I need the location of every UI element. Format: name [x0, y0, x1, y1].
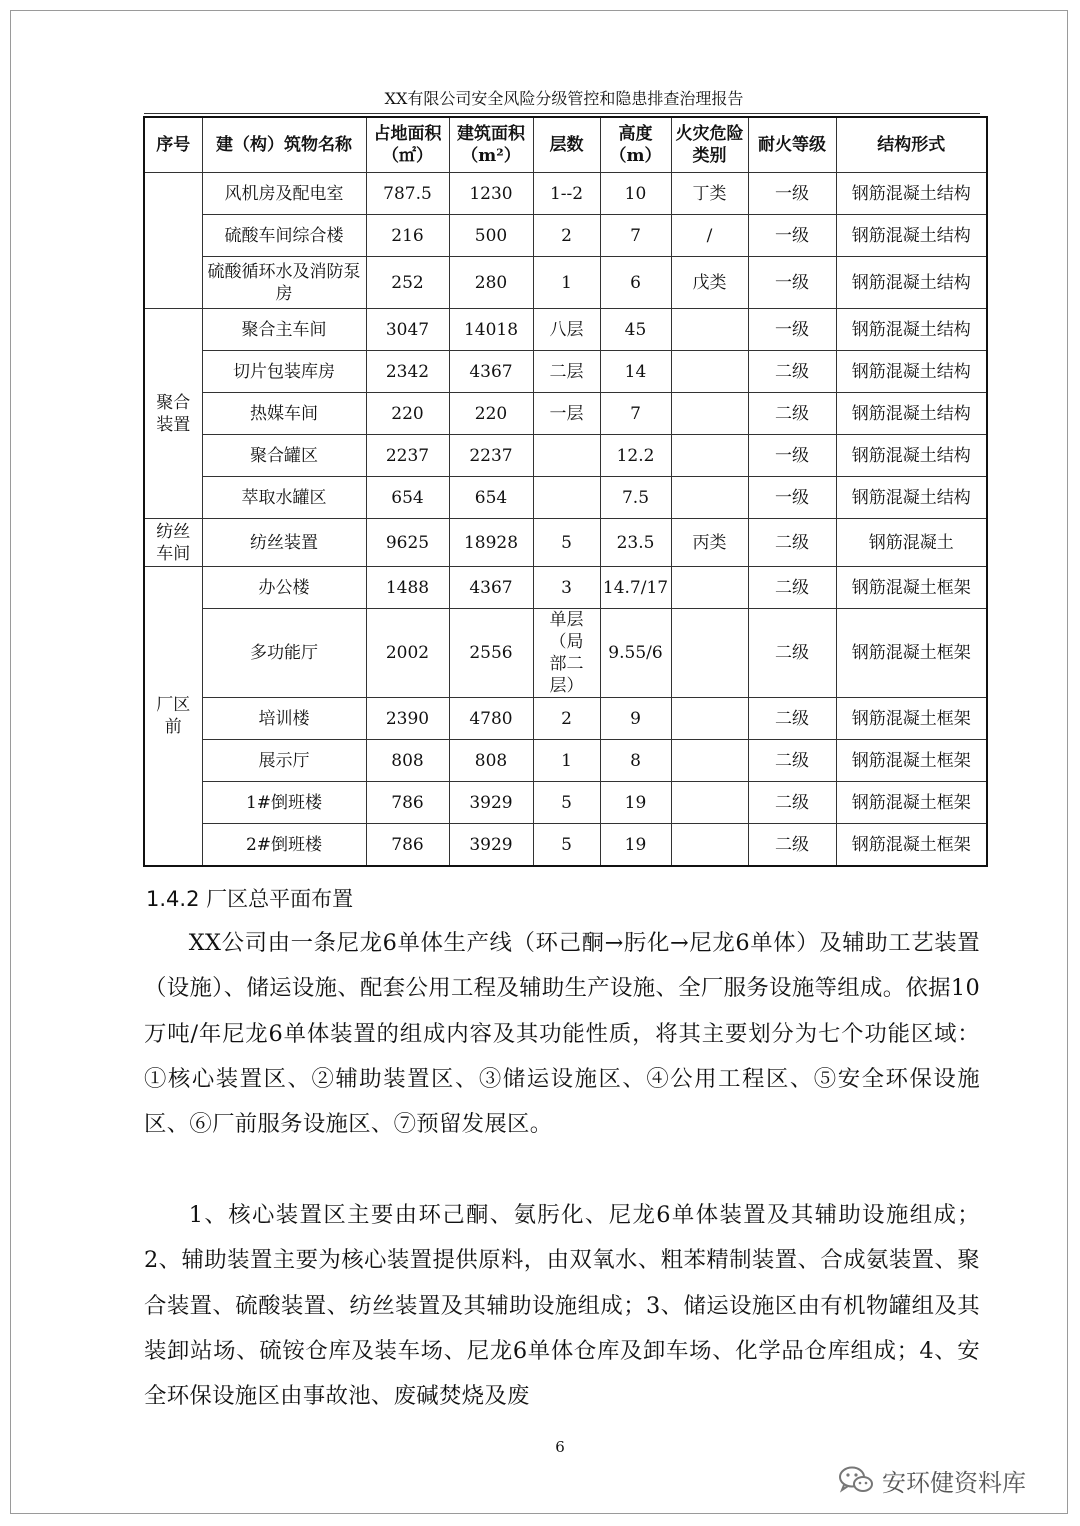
table-cell: 钢筋混凝土结构 — [836, 215, 987, 257]
table-cell: 654 — [449, 477, 533, 519]
table-cell: 八层 — [533, 309, 600, 351]
group-label: 厂区前 — [144, 567, 202, 867]
table-cell: 多功能厅 — [202, 609, 366, 698]
body-paragraph — [144, 921, 980, 1147]
table-cell — [671, 698, 748, 740]
table-cell: 二级 — [748, 782, 836, 824]
group-label: 纺丝车间 — [144, 519, 202, 567]
table-cell: 18928 — [449, 519, 533, 567]
table-cell: 单层（局部二层） — [533, 609, 600, 698]
table-cell: 1 — [533, 740, 600, 782]
table-cell: 钢筋混凝土 — [836, 519, 987, 567]
table-cell: 办公楼 — [202, 567, 366, 609]
table-cell: 7 — [600, 215, 671, 257]
table-cell: 5 — [533, 519, 600, 567]
table-cell — [533, 435, 600, 477]
table-cell — [671, 567, 748, 609]
wechat-icon — [838, 1465, 874, 1495]
page-header: XX有限公司安全风险分级管控和隐患排查治理报告 — [384, 89, 744, 108]
table-cell — [671, 477, 748, 519]
table-row — [144, 351, 987, 393]
table-cell: 一级 — [748, 215, 836, 257]
column-header: 高度（m） — [600, 117, 671, 173]
table-cell: 钢筋混凝土结构 — [836, 435, 987, 477]
table-cell: 6 — [600, 257, 671, 309]
table-cell: 1--2 — [533, 173, 600, 215]
table-cell: 钢筋混凝土框架 — [836, 698, 987, 740]
table-cell: 聚合罐区 — [202, 435, 366, 477]
table-row — [144, 257, 987, 309]
table-row — [144, 477, 987, 519]
table-cell: 654 — [366, 477, 449, 519]
table-cell: 2 — [533, 215, 600, 257]
table-cell: 钢筋混凝土框架 — [836, 740, 987, 782]
table-cell: 8 — [600, 740, 671, 782]
table-cell — [671, 740, 748, 782]
table-cell: 聚合主车间 — [202, 309, 366, 351]
table-cell: 2002 — [366, 609, 449, 698]
column-header: 占地面积（㎡） — [366, 117, 449, 173]
table-cell: 220 — [366, 393, 449, 435]
table-cell: 4780 — [449, 698, 533, 740]
table-cell: 钢筋混凝土结构 — [836, 309, 987, 351]
table-cell: 14 — [600, 351, 671, 393]
table-cell — [671, 782, 748, 824]
table-cell: 硫酸车间综合楼 — [202, 215, 366, 257]
table-row — [144, 740, 987, 782]
table-cell: 二级 — [748, 609, 836, 698]
table-cell: 丁类 — [671, 173, 748, 215]
table-cell: 2237 — [366, 435, 449, 477]
group-label — [144, 173, 202, 309]
table-row — [144, 567, 987, 609]
table-cell: 4367 — [449, 351, 533, 393]
column-header: 火灾危险类别 — [671, 117, 748, 173]
column-header: 建（构）筑物名称 — [202, 117, 366, 173]
table-cell: 3047 — [366, 309, 449, 351]
table-row — [144, 309, 987, 351]
table-cell: 2#倒班楼 — [202, 824, 366, 867]
table-cell: 纺丝装置 — [202, 519, 366, 567]
table-cell: 一层 — [533, 393, 600, 435]
column-header: 序号 — [144, 117, 202, 173]
paragraph-text: XX公司由一条尼龙6单体生产线（环己酮→肟化→尼龙6单体）及辅助工艺装置（设施）、储运设施、配套公用工程及辅助生产设施、全厂服务设施等组成。依据10万吨/年尼龙6单体装置的组成内容及其功能性质，将其主要划分为七个功能区域：①核心装置区、②辅助装置区、③储运设施区、④公用工程区、⑤安全环保设施区、⑥厂前服务设施区、⑦预留发展区。 — [144, 930, 980, 1138]
table-cell: 216 — [366, 215, 449, 257]
header-rule — [144, 113, 980, 114]
table-row — [144, 215, 987, 257]
table-cell: 3929 — [449, 782, 533, 824]
table-row — [144, 824, 987, 867]
table-cell: 二级 — [748, 824, 836, 867]
table-row — [144, 435, 987, 477]
table-cell: 5 — [533, 824, 600, 867]
table-cell: 切片包装库房 — [202, 351, 366, 393]
table-cell: 一级 — [748, 173, 836, 215]
table-cell: 展示厅 — [202, 740, 366, 782]
table-row — [144, 782, 987, 824]
table-cell: 钢筋混凝土结构 — [836, 173, 987, 215]
table-cell: 10 — [600, 173, 671, 215]
table-cell: 7.5 — [600, 477, 671, 519]
table-cell: 一级 — [748, 257, 836, 309]
table-cell: 二层 — [533, 351, 600, 393]
table-cell: 786 — [366, 824, 449, 867]
table-cell: 9625 — [366, 519, 449, 567]
table-cell: 2556 — [449, 609, 533, 698]
body-paragraph — [144, 1193, 980, 1419]
table-cell — [671, 351, 748, 393]
table-cell: 二级 — [748, 393, 836, 435]
table-cell: 2237 — [449, 435, 533, 477]
table-cell: 280 — [449, 257, 533, 309]
table-cell: 19 — [600, 824, 671, 867]
watermark-text: 安环健资料库 — [882, 1468, 1026, 1497]
table-cell: 500 — [449, 215, 533, 257]
table-cell: 2390 — [366, 698, 449, 740]
table-cell: 风机房及配电室 — [202, 173, 366, 215]
table-cell: 1488 — [366, 567, 449, 609]
table-cell: 9.55/6 — [600, 609, 671, 698]
table-cell: 培训楼 — [202, 698, 366, 740]
table-cell: 2342 — [366, 351, 449, 393]
table-cell: 钢筋混凝土结构 — [836, 477, 987, 519]
table-cell: 7 — [600, 393, 671, 435]
table-cell: 二级 — [748, 740, 836, 782]
table-cell: 一级 — [748, 309, 836, 351]
table-cell: 二级 — [748, 519, 836, 567]
table-cell: 23.5 — [600, 519, 671, 567]
table-cell: 丙类 — [671, 519, 748, 567]
table-cell: 808 — [449, 740, 533, 782]
table-cell: 钢筋混凝土框架 — [836, 824, 987, 867]
group-label: 聚合装置 — [144, 309, 202, 519]
table-cell — [671, 309, 748, 351]
table-cell: 14.7/17 — [600, 567, 671, 609]
table-cell: 3 — [533, 567, 600, 609]
table-cell: 3929 — [449, 824, 533, 867]
table-cell: 12.2 — [600, 435, 671, 477]
column-header: 建筑面积（m²） — [449, 117, 533, 173]
column-header: 耐火等级 — [748, 117, 836, 173]
table-cell: 钢筋混凝土结构 — [836, 257, 987, 309]
table-cell: 钢筋混凝土框架 — [836, 609, 987, 698]
table-cell: 45 — [600, 309, 671, 351]
table-cell: 9 — [600, 698, 671, 740]
table-cell — [533, 477, 600, 519]
table-cell: 2 — [533, 698, 600, 740]
table-cell: 808 — [366, 740, 449, 782]
table-cell: 787.5 — [366, 173, 449, 215]
table-cell: 钢筋混凝土框架 — [836, 567, 987, 609]
table-cell: 14018 — [449, 309, 533, 351]
table-cell: 5 — [533, 782, 600, 824]
paragraph-text: 1、核心装置区主要由环己酮、氨肟化、尼龙6单体装置及其辅助设施组成；2、辅助装置主要为核心装置提供原料，由双氧水、粗苯精制装置、合成氨装置、聚合装置、硫酸装置、纺丝装置及其辅助设施组成；3、储运设施区由有机物罐组及其装卸站场、硫铵仓库及装车场、尼龙6单体仓库及卸车场、化学品仓库组成；4、安全环保设施区由事故池、废碱焚烧及废 — [144, 1202, 980, 1410]
table-cell — [671, 609, 748, 698]
table-cell: 1 — [533, 257, 600, 309]
table-cell: 1230 — [449, 173, 533, 215]
table-cell: 1#倒班楼 — [202, 782, 366, 824]
table-cell — [671, 393, 748, 435]
table-cell: 二级 — [748, 567, 836, 609]
table-cell — [671, 435, 748, 477]
table-cell: 戊类 — [671, 257, 748, 309]
table-cell: 萃取水罐区 — [202, 477, 366, 519]
table-cell: 二级 — [748, 351, 836, 393]
watermark — [838, 1460, 1026, 1500]
table-row — [144, 173, 987, 215]
table-cell: 786 — [366, 782, 449, 824]
table-cell: 硫酸循环水及消防泵房 — [202, 257, 366, 309]
table-cell: 钢筋混凝土框架 — [836, 782, 987, 824]
table-row — [144, 698, 987, 740]
table-cell: 220 — [449, 393, 533, 435]
table-cell: 二级 — [748, 698, 836, 740]
page-number: 6 — [555, 1438, 565, 1456]
table-cell: / — [671, 215, 748, 257]
table-cell: 252 — [366, 257, 449, 309]
table-cell: 热媒车间 — [202, 393, 366, 435]
table-row — [144, 609, 987, 698]
table-cell: 钢筋混凝土结构 — [836, 351, 987, 393]
table-row — [144, 519, 987, 567]
table-cell: 4367 — [449, 567, 533, 609]
buildings-table — [143, 116, 988, 867]
table-cell: 钢筋混凝土结构 — [836, 393, 987, 435]
table-cell: 一级 — [748, 477, 836, 519]
table-cell: 一级 — [748, 435, 836, 477]
table-row — [144, 393, 987, 435]
column-header: 结构形式 — [836, 117, 987, 173]
table-header-row — [144, 117, 987, 173]
column-header: 层数 — [533, 117, 600, 173]
table-cell: 19 — [600, 782, 671, 824]
table-cell — [671, 824, 748, 867]
section-heading: 1.4.2 厂区总平面布置 — [146, 887, 354, 911]
